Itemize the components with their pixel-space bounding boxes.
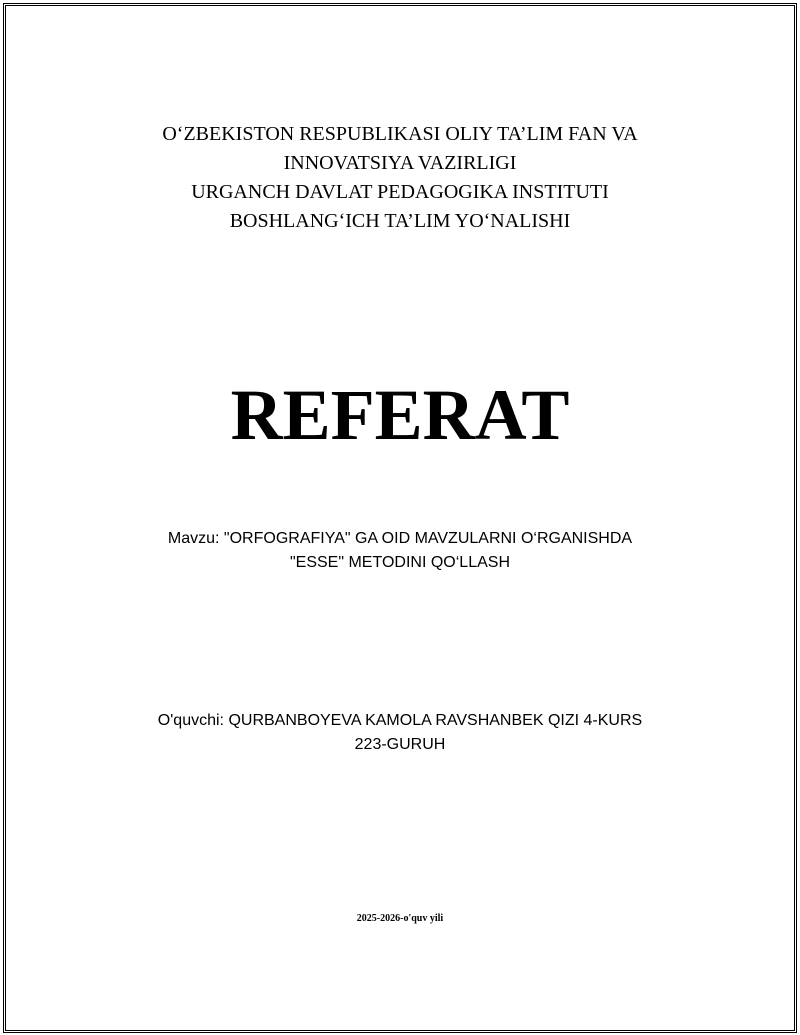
institution-header	[0, 120, 800, 236]
topic-line-2: "ESSE" METODINI QO‘LLASH	[289, 554, 510, 571]
document-title: REFERAT	[230, 375, 570, 455]
student-line-1: O'quvchi: QURBANBOYEVA KAMOLA RAVSHANBEK QIZI 4-KURS	[157, 712, 643, 729]
header-line-ministry-1: O‘ZBEKISTON RESPUBLIKASI OLIY TA’LIM FAN VA	[162, 123, 638, 145]
topic-line-1: Mavzu: "ORFOGRAFIYA" GA OID MAVZULARNI O‘RGANISHDA	[167, 530, 633, 547]
academic-year: 2025-2026-o'quv yili	[356, 913, 444, 924]
header-line-ministry-2: INNOVATSIYA VAZIRLIGI	[283, 152, 517, 174]
header-line-department: BOSHLANG‘ICH TA’LIM YO‘NALISHI	[229, 210, 571, 232]
student-block	[0, 709, 800, 757]
topic-block	[0, 527, 800, 575]
header-line-institute: URGANCH DAVLAT PEDAGOGIKA INSTITUTI	[191, 181, 609, 203]
student-line-2: 223-GURUH	[354, 736, 446, 753]
